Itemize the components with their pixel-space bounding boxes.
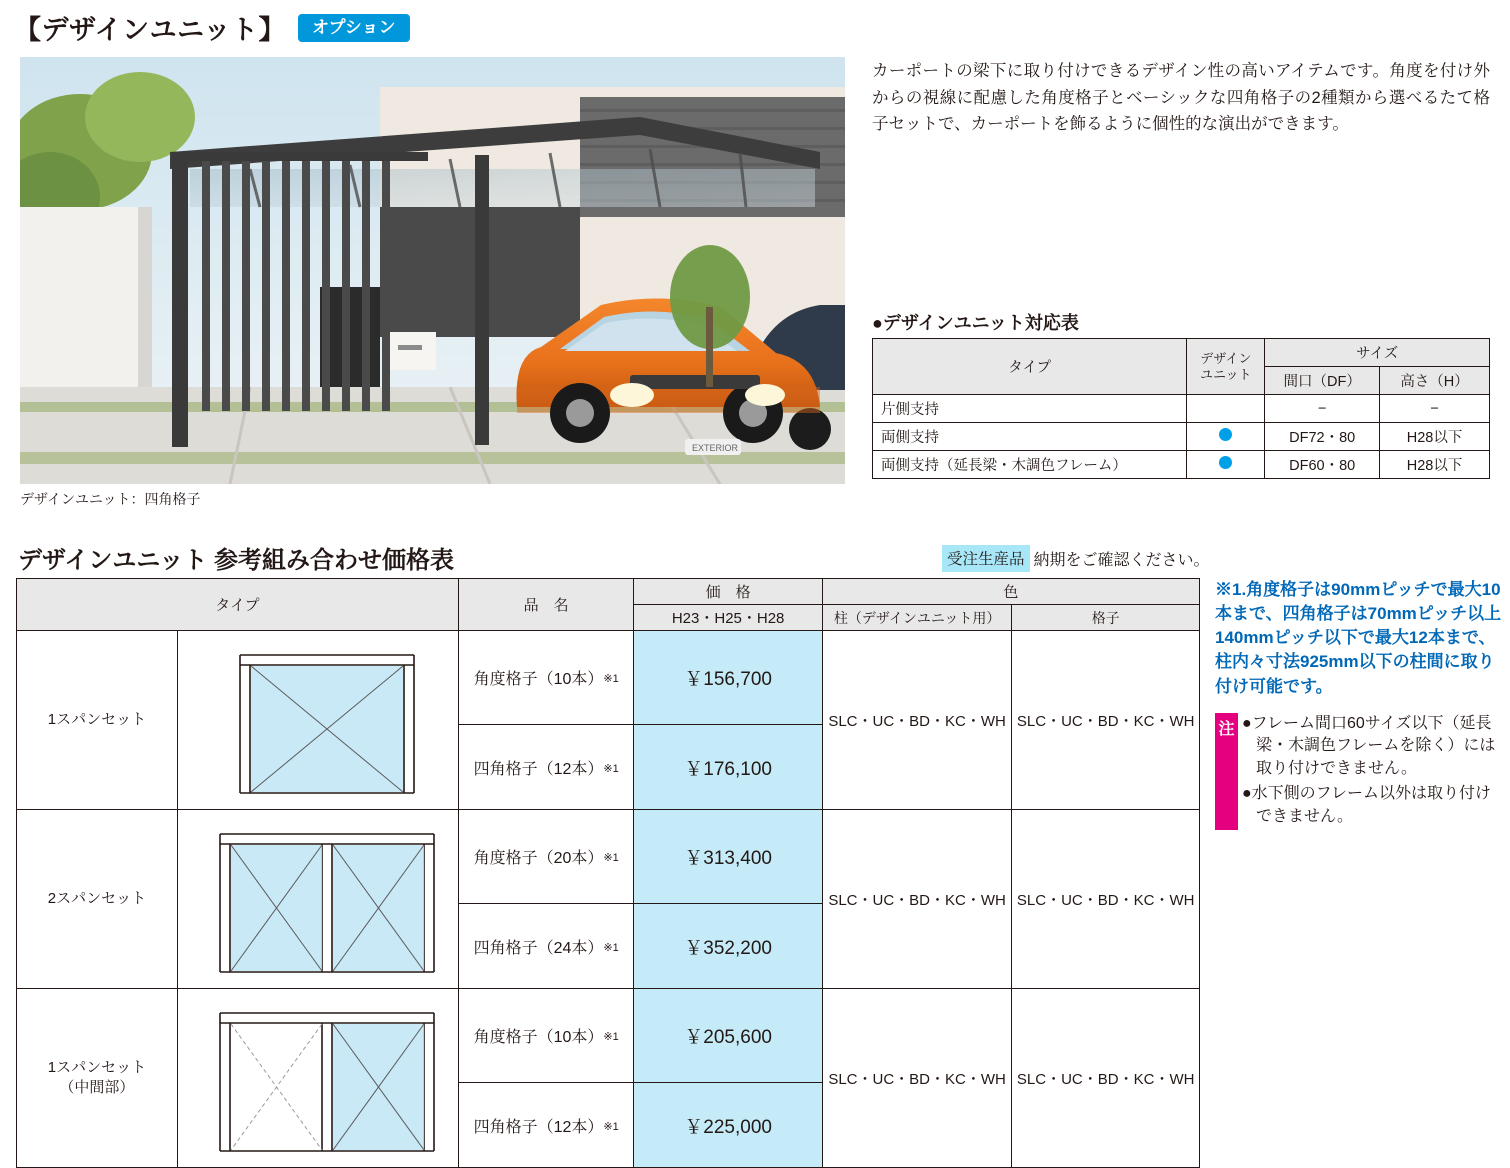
svg-text:EXTERIOR: EXTERIOR bbox=[692, 443, 739, 453]
table-row bbox=[17, 631, 1200, 725]
table-row bbox=[873, 395, 1490, 423]
row-color-post: SLC・UC・BD・KC・WH bbox=[822, 989, 1012, 1168]
compatibility-heading: ●デザインユニット対応表 bbox=[872, 313, 1079, 333]
row-item bbox=[458, 725, 634, 810]
row-type: 両側支持（延長梁・木調色フレーム） bbox=[873, 451, 1187, 479]
row-df: DF60・80 bbox=[1265, 451, 1380, 479]
table-row bbox=[17, 989, 1200, 1083]
table-row bbox=[873, 451, 1490, 479]
row-type bbox=[17, 989, 178, 1168]
item-mark: ※1 bbox=[603, 1031, 619, 1043]
row-item bbox=[458, 631, 634, 725]
item-label: 角度格子（10本） bbox=[473, 1029, 604, 1046]
supported-dot-icon bbox=[1219, 456, 1232, 469]
row-h: H28以下 bbox=[1380, 451, 1490, 479]
row-color-lattice: SLC・UC・BD・KC・WH bbox=[1012, 989, 1200, 1168]
col-price: 価 格 bbox=[634, 579, 822, 605]
row-df: DF72・80 bbox=[1265, 423, 1380, 451]
item-mark: ※1 bbox=[603, 1120, 619, 1133]
col-type: タイプ bbox=[873, 339, 1187, 395]
row-color-lattice: SLC・UC・BD・KC・WH bbox=[1012, 810, 1200, 989]
item-label: 四角格子（12本） bbox=[473, 760, 604, 778]
row-diagram-one-span bbox=[177, 631, 458, 810]
side-notes bbox=[1215, 578, 1505, 830]
row-h: − bbox=[1380, 395, 1490, 423]
price-table bbox=[16, 578, 1200, 1168]
col-item: 品 名 bbox=[458, 579, 634, 631]
product-photo bbox=[20, 57, 845, 484]
supported-dot-icon bbox=[1219, 428, 1232, 441]
table-row bbox=[17, 810, 1200, 904]
one-span-mid-diagram-icon bbox=[182, 991, 454, 1161]
order-note-text: 納期をご確認ください。 bbox=[1033, 552, 1210, 569]
row-price: ￥205,600 bbox=[634, 989, 822, 1083]
item-label: 角度格子（10本） bbox=[473, 671, 604, 688]
caution-items bbox=[1238, 713, 1505, 831]
col-h: 高さ（H） bbox=[1380, 367, 1490, 395]
row-price: ￥176,100 bbox=[634, 725, 822, 810]
row-color-post: SLC・UC・BD・KC・WH bbox=[822, 631, 1012, 810]
col-color-lattice: 格子 bbox=[1012, 605, 1200, 631]
row-item bbox=[458, 810, 634, 904]
row-item bbox=[458, 904, 634, 989]
one-span-diagram-icon bbox=[182, 633, 454, 803]
caution-block bbox=[1215, 713, 1505, 831]
caution-item: ●水下側のフレーム以外は取り付けできません。 bbox=[1242, 784, 1492, 825]
row-price: ￥352,200 bbox=[634, 904, 822, 989]
two-span-diagram-icon bbox=[182, 812, 454, 982]
item-mark: ※1 bbox=[603, 941, 619, 954]
row-df: − bbox=[1265, 395, 1380, 423]
photo-caption: デザインユニット：四角格子 bbox=[20, 491, 201, 507]
carport-illustration bbox=[20, 57, 845, 484]
col-type: タイプ bbox=[17, 579, 459, 631]
row-type-line1: 1スパンセット bbox=[47, 1058, 147, 1076]
item-label: 四角格子（12本） bbox=[473, 1118, 604, 1136]
row-price: ￥225,000 bbox=[634, 1083, 822, 1168]
row-h: H28以下 bbox=[1380, 423, 1490, 451]
item-label: 角度格子（20本） bbox=[473, 850, 604, 867]
row-type: 片側支持 bbox=[873, 395, 1187, 423]
item-mark: ※1 bbox=[603, 762, 619, 775]
product-description: カーポートの梁下に取り付けできるデザイン性の高いアイテムです。角度を付け外からの視線に配慮した角度格子とベーシックな四角格子の2種類から選べるたて格子セットで、カーポートを飾るように個性的な演出ができます。 bbox=[872, 62, 1490, 134]
option-badge: オプション bbox=[298, 14, 409, 42]
order-note bbox=[942, 545, 1210, 572]
col-unit: デザイン ユニット bbox=[1187, 339, 1265, 395]
note-asterisk-1: ※1.角度格子は90mmピッチで最大10本まで、四角格子は70mmピッチ以上140mmピッチ以下で最大12本まで、柱内々寸法925mm以下の柱間に取り付け可能です。 bbox=[1215, 580, 1502, 696]
item-mark: ※1 bbox=[603, 852, 619, 864]
caution-tag: 注 bbox=[1215, 713, 1238, 831]
col-color: 色 bbox=[822, 579, 1199, 605]
col-size: サイズ bbox=[1265, 339, 1490, 367]
item-label: 四角格子（24本） bbox=[473, 939, 604, 957]
item-mark: ※1 bbox=[603, 673, 619, 685]
row-unit bbox=[1187, 423, 1265, 451]
row-item bbox=[458, 989, 634, 1083]
table-row bbox=[873, 423, 1490, 451]
row-price: ￥313,400 bbox=[634, 810, 822, 904]
col-df: 間口（DF） bbox=[1265, 367, 1380, 395]
price-table-heading: デザインユニット 参考組み合わせ価格表 bbox=[18, 547, 455, 574]
col-price-sub: H23・H25・H28 bbox=[634, 605, 822, 631]
page-title: 【デザインユニット】 bbox=[14, 15, 287, 45]
compatibility-table bbox=[872, 338, 1490, 479]
page-header bbox=[14, 8, 410, 47]
row-item bbox=[458, 1083, 634, 1168]
row-color-lattice: SLC・UC・BD・KC・WH bbox=[1012, 631, 1200, 810]
row-unit bbox=[1187, 395, 1265, 423]
row-diagram-two-span bbox=[177, 810, 458, 989]
row-unit bbox=[1187, 451, 1265, 479]
order-badge: 受注生産品 bbox=[942, 545, 1030, 572]
row-diagram-one-span-mid bbox=[177, 989, 458, 1168]
row-type: 2スパンセット bbox=[17, 810, 178, 989]
row-type-line2: （中間部） bbox=[59, 1079, 135, 1096]
row-type: 両側支持 bbox=[873, 423, 1187, 451]
row-type: 1スパンセット bbox=[17, 631, 178, 810]
row-color-post: SLC・UC・BD・KC・WH bbox=[822, 810, 1012, 989]
caution-item: ●フレーム間口60サイズ以下（延長梁・木調色フレームを除く）には取り付けできません。 bbox=[1242, 714, 1496, 778]
col-color-post: 柱（デザインユニット用） bbox=[822, 605, 1012, 631]
row-price: ￥156,700 bbox=[634, 631, 822, 725]
